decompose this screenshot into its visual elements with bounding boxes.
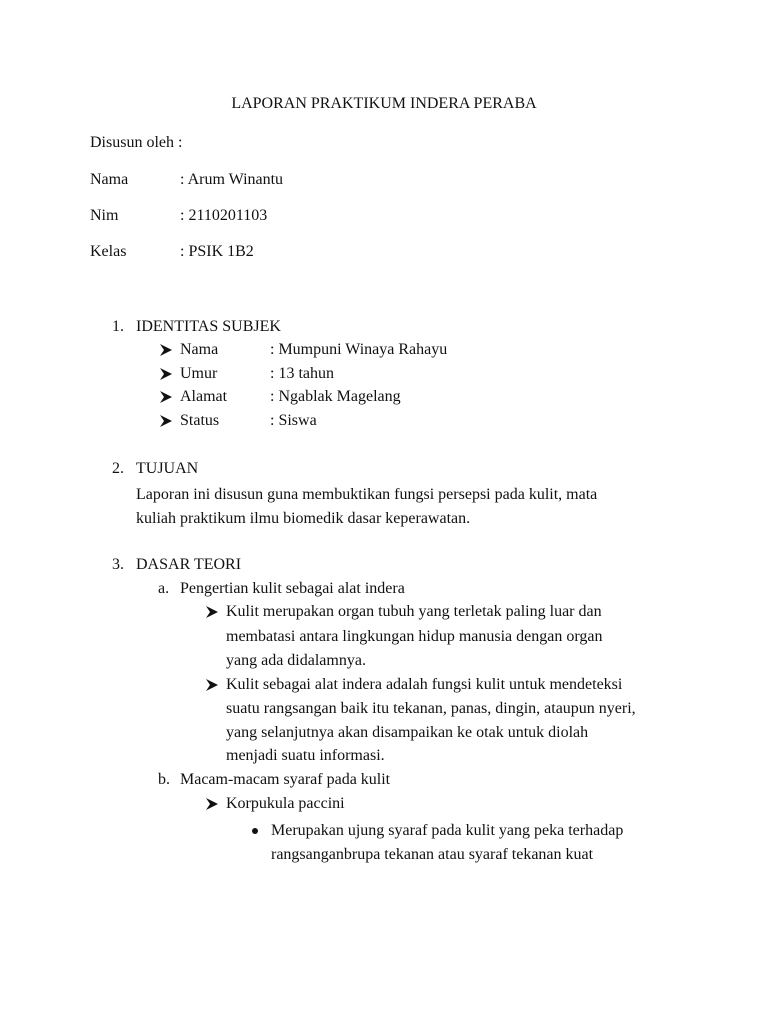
arrowhead-bullet-icon bbox=[158, 342, 174, 358]
author-name-value: : Arum Winantu bbox=[180, 171, 284, 188]
sub-a-bullet-2-line: menjadi suatu informasi. bbox=[226, 747, 385, 764]
section-2-number: 2. bbox=[112, 460, 124, 477]
sub-b-sub-bullet-line: Merupakan ujung syaraf pada kulit yang peka terhadap bbox=[271, 822, 624, 839]
sub-a-heading: Pengertian kulit sebagai alat indera bbox=[180, 580, 405, 597]
section-3-heading: DASAR TEORI bbox=[136, 556, 242, 573]
author-kelas-label: Kelas bbox=[90, 243, 127, 260]
section-3-number: 3. bbox=[112, 556, 124, 573]
section-1-heading: IDENTITAS SUBJEK bbox=[136, 318, 281, 335]
author-heading: Disusun oleh : bbox=[90, 134, 183, 151]
section-2-text-line: kuliah praktikum ilmu biomedik dasar keperawatan. bbox=[136, 510, 471, 527]
section-2-text-line: Laporan ini disusun guna membuktikan fungsi persepsi pada kulit, mata bbox=[136, 486, 598, 503]
subject-alamat-value: : Ngablak Magelang bbox=[270, 388, 401, 405]
sub-b-heading: Macam-macam syaraf pada kulit bbox=[180, 771, 391, 788]
sub-a-bullet-2-line: Kulit sebagai alat indera adalah fungsi kulit untuk mendeteksi bbox=[226, 676, 623, 693]
subject-umur-label: Umur bbox=[180, 365, 218, 382]
subject-nama-value: : Mumpuni Winaya Rahayu bbox=[270, 341, 448, 358]
sub-b-letter: b. bbox=[158, 771, 170, 788]
arrowhead-bullet-icon bbox=[204, 604, 220, 620]
arrowhead-bullet-icon bbox=[158, 413, 174, 429]
author-name-label: Nama bbox=[90, 171, 129, 188]
arrowhead-bullet-icon bbox=[204, 677, 220, 693]
sub-b-bullet-1: Korpukula paccini bbox=[226, 795, 345, 812]
document-title: LAPORAN PRAKTIKUM INDERA PERABA bbox=[231, 95, 537, 112]
author-nim-label: Nim bbox=[90, 207, 119, 224]
sub-a-bullet-2-line: yang selanjutnya akan disampaikan ke otak untuk diolah bbox=[226, 724, 589, 741]
sub-a-bullet-1-line: yang ada didalamnya. bbox=[226, 652, 366, 669]
arrowhead-bullet-icon bbox=[204, 796, 220, 812]
author-nim-value: : 2110201103 bbox=[180, 207, 268, 224]
sub-a-bullet-2-line: suatu rangsangan baik itu tekanan, panas, dingin, ataupun nyeri, bbox=[226, 700, 636, 717]
subject-nama-label: Nama bbox=[180, 341, 219, 358]
author-kelas-value: : PSIK 1B2 bbox=[180, 243, 254, 260]
subject-status-label: Status bbox=[180, 412, 220, 429]
sub-a-letter: a. bbox=[158, 580, 170, 597]
sub-a-bullet-1-line: Kulit merupakan organ tubuh yang terletak paling luar dan bbox=[226, 603, 602, 620]
subject-alamat-label: Alamat bbox=[180, 388, 228, 405]
arrowhead-bullet-icon bbox=[158, 389, 174, 405]
subject-status-value: : Siswa bbox=[270, 412, 317, 429]
arrowhead-bullet-icon bbox=[158, 366, 174, 382]
subject-umur-value: : 13 tahun bbox=[270, 365, 334, 382]
filled-dot-bullet-icon bbox=[252, 828, 258, 834]
sub-a-bullet-1-line: membatasi antara lingkungan hidup manusia dengan organ bbox=[226, 628, 603, 645]
section-2-heading: TUJUAN bbox=[136, 460, 199, 477]
sub-b-sub-bullet-line: rangsanganbrupa tekanan atau syaraf tekanan kuat bbox=[271, 846, 594, 863]
section-1-number: 1. bbox=[112, 318, 124, 335]
